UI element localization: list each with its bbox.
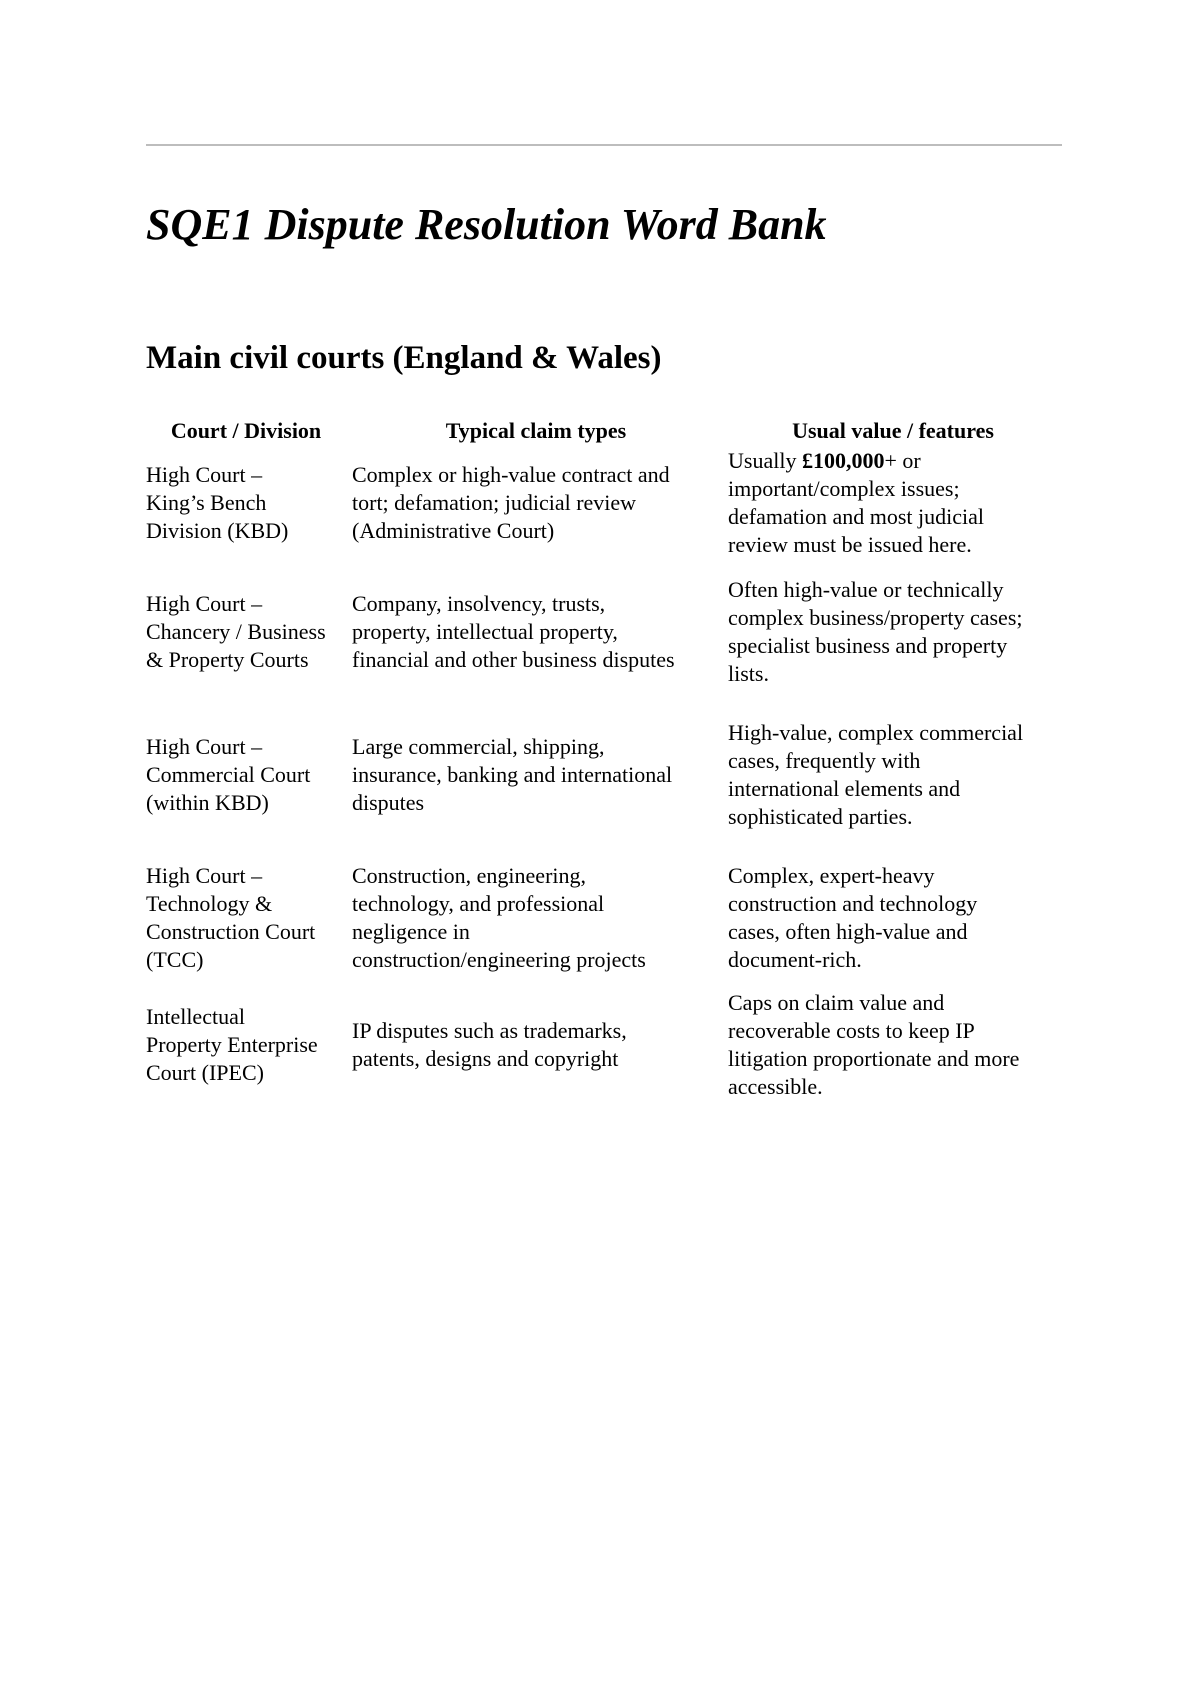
table-header-row	[144, 410, 1062, 446]
cell-claims	[348, 703, 724, 846]
header-claims: Typical claim types	[445, 418, 627, 443]
cell-value	[724, 703, 1062, 846]
cell-claims	[348, 446, 724, 560]
cell-court	[144, 846, 348, 989]
cell-court	[144, 703, 348, 846]
top-divider	[146, 144, 1062, 146]
table-row	[144, 560, 1062, 703]
cell-claims	[348, 560, 724, 703]
cell-value	[724, 446, 1062, 560]
table-row	[144, 846, 1062, 989]
cell-claims	[348, 846, 724, 989]
table-row	[144, 446, 1062, 560]
court-text: High Court – Commercial Court (within KBD)	[146, 733, 311, 815]
header-court: Court / Division	[170, 418, 322, 443]
value-prefix: Usually	[728, 448, 802, 473]
cell-value	[724, 560, 1062, 703]
court-text: High Court – King’s Bench Division (KBD)	[146, 462, 289, 543]
court-text: High Court – Chancery / Business & Property Courts	[146, 590, 326, 672]
court-text: Intellectual Property Enterprise Court (IPEC)	[146, 1004, 318, 1085]
court-text: High Court – Technology & Construction Court (TCC)	[146, 862, 316, 972]
claims-text: Company, insolvency, trusts, property, intellectual property, financial and other business disputes	[352, 590, 675, 672]
table-row	[144, 703, 1062, 846]
cell-court	[144, 446, 348, 560]
document-title: SQE1 Dispute Resolution Word Bank	[146, 200, 827, 249]
value-amount: £100,000	[801, 448, 885, 473]
value-suffix: + or important/complex issues; defamation and most judicial review must be issued here.	[728, 448, 984, 557]
courts-table	[144, 410, 1062, 1101]
cell-court	[144, 989, 348, 1101]
value-text: High-value, complex commercial cases, frequently with international elements and sophisticated parties.	[728, 719, 1024, 829]
claims-text: IP disputes such as trademarks, patents, designs and copyright	[352, 1018, 627, 1071]
header-value: Usual value / features	[792, 418, 994, 443]
cell-value	[724, 846, 1062, 989]
value-text: Caps on claim value and recoverable costs to keep IP litigation proportionate and more accessible.	[728, 990, 1020, 1099]
claims-text: Complex or high-value contract and tort; defamation; judicial review (Administrative Court)	[352, 462, 670, 543]
cell-claims	[348, 989, 724, 1101]
value-text: Often high-value or technically complex business/property cases; specialist business and property lists.	[728, 576, 1023, 686]
claims-text: Construction, engineering, technology, and professional negligence in construction/engineering projects	[352, 862, 646, 972]
cell-value	[724, 989, 1062, 1101]
claims-text: Large commercial, shipping, insurance, banking and international disputes	[352, 733, 673, 815]
value-text	[728, 447, 1060, 559]
table-row	[144, 989, 1062, 1101]
section-heading: Main civil courts (England & Wales)	[146, 340, 662, 376]
value-text: Complex, expert-heavy construction and technology cases, often high-value and document-rich.	[728, 862, 978, 972]
cell-court	[144, 560, 348, 703]
